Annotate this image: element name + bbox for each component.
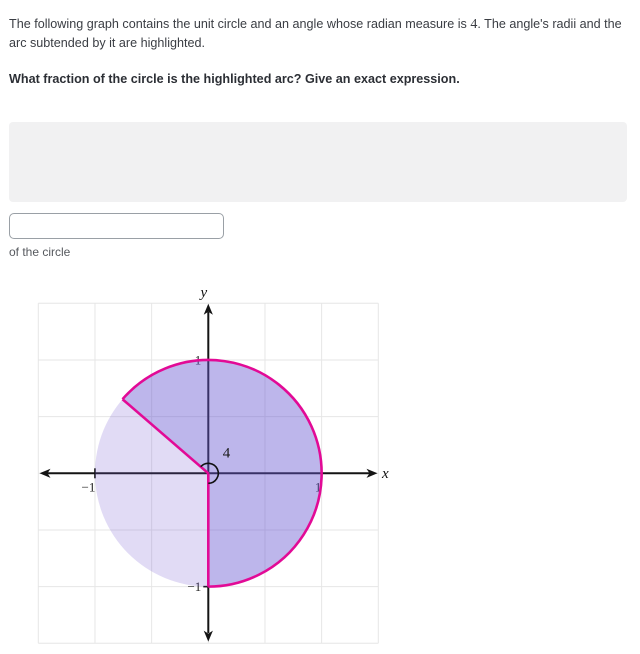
expression-preview-box — [9, 122, 627, 202]
question-text-after: . The angle's radii and the arc subtended by it are highlighted. — [9, 16, 622, 50]
answer-suffix-label: of the circle — [9, 245, 71, 259]
x-tick-label: 1 — [314, 479, 322, 495]
radian-measure-value: 4 — [470, 16, 478, 32]
question-paragraph — [9, 15, 625, 53]
axis-label-x: x — [382, 466, 389, 483]
y-tick-label: 1 — [194, 352, 202, 368]
axis-label-y: y — [200, 285, 208, 301]
y-tick-label: −1 — [187, 579, 202, 595]
question-text-before: The following graph contains the unit circle and an angle whose radian measure is — [9, 16, 471, 31]
question-prompt: What fraction of the circle is the highlighted arc? Give an exact expression. — [9, 71, 460, 86]
angle-value-label: 4 — [222, 445, 231, 462]
x-tick-label: −1 — [81, 479, 96, 495]
unit-circle-graph — [30, 281, 400, 654]
answer-input[interactable] — [9, 213, 224, 239]
